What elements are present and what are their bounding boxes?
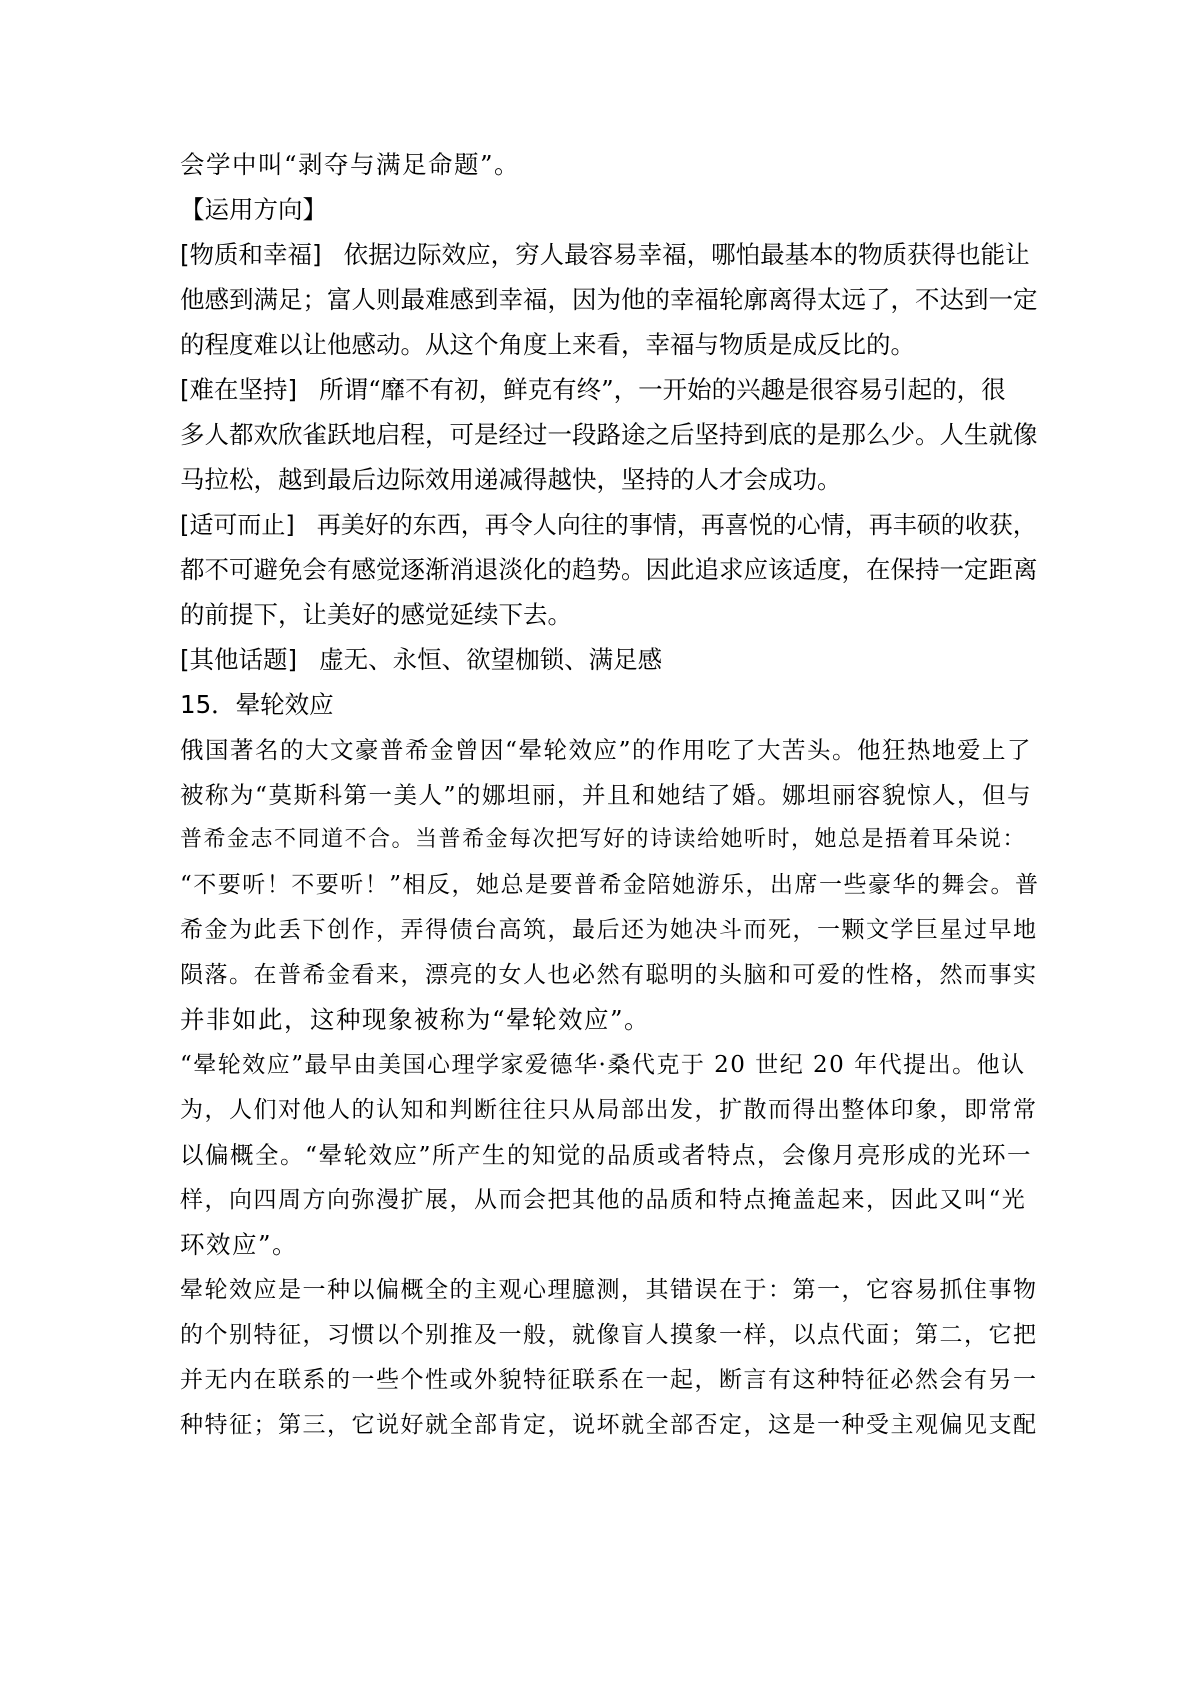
para-3-text-4: 种特征；第三，它说好就全部肯定，说坏就全部否定，这是一种受主观偏见支配 bbox=[180, 1412, 1038, 1438]
intro-tail-text: 会学中叫“剥夺与满足命题”。 bbox=[180, 150, 521, 179]
topic-3-text-1: 再美好的东西，再令人向往的事情，再喜悦的心情，再丰硕的收获， bbox=[316, 511, 1037, 539]
topic-4-label: [其他话题] bbox=[180, 645, 298, 674]
para-2-text-1: “晕轮效应”最早由美国心理学家爱德华·桑代克于 20 世纪 20 年代提出。他认 bbox=[180, 1052, 1026, 1078]
topic-1-text-3: 的程度难以让他感动。从这个角度上来看，幸福与物质是成反比的。 bbox=[180, 330, 915, 359]
para-1-text-6: 陨落。在普希金看来，漂亮的女人也必然有聪明的头脑和可爱的性格，然而事实 bbox=[180, 962, 1038, 988]
topic-1-label: [物质和幸福] bbox=[180, 240, 322, 269]
para-3-text-1: 晕轮效应是一种以偏概全的主观心理臆测，其错误在于：第一，它容易抓住事物 bbox=[180, 1277, 1038, 1303]
topic-3-line-2 bbox=[180, 547, 1040, 593]
para-1-text-2: 被称为“莫斯科第一美人”的娜坦丽，并且和她结了婚。娜坦丽容貌惊人，但与 bbox=[180, 781, 1033, 809]
para-3-text-2: 的个别特征，习惯以个别推及一般，就像盲人摸象一样，以点代面；第二，它把 bbox=[180, 1322, 1038, 1348]
section-heading-text: 【运用方向】 bbox=[180, 195, 327, 224]
para-2-line-3 bbox=[180, 1132, 1040, 1178]
para-1-line-3 bbox=[180, 817, 1040, 863]
para-1-line-5 bbox=[180, 907, 1040, 953]
topic-4-line-1 bbox=[180, 637, 1040, 683]
topic-1-line-3 bbox=[180, 322, 1040, 368]
para-2-text-3: 以偏概全。“晕轮效应”所产生的知觉的品质或者特点，会像月亮形成的光环一 bbox=[180, 1141, 1033, 1169]
topic-2-line-3 bbox=[180, 457, 1040, 503]
topic-4-text-1: 虚无、永恒、欲望枷锁、满足感 bbox=[319, 645, 663, 674]
para-1-text-1: 俄国著名的大文豪普希金曾因“晕轮效应”的作用吃了大苦头。他狂热地爱上了 bbox=[180, 736, 1033, 764]
para-1-text-5: 希金为此丢下创作，弄得债台高筑，最后还为她决斗而死，一颗文学巨星过早地 bbox=[180, 917, 1038, 943]
topic-1-text-2: 他感到满足；富人则最难感到幸福，因为他的幸福轮廓离得太远了，不达到一定 bbox=[180, 285, 1038, 314]
para-2-line-1 bbox=[180, 1042, 1040, 1088]
para-1-text-7: 并非如此，这种现象被称为“晕轮效应”。 bbox=[180, 1005, 651, 1034]
topic-1-line-1 bbox=[180, 232, 1040, 278]
topic-3-line-3 bbox=[180, 592, 1040, 638]
topic-2-text-3: 马拉松，越到最后边际效用递减得越快，坚持的人才会成功。 bbox=[180, 465, 842, 494]
para-2-line-4 bbox=[180, 1177, 1040, 1223]
para-3-line-2 bbox=[180, 1312, 1040, 1358]
para-3-line-4 bbox=[180, 1402, 1040, 1448]
intro-tail-line bbox=[180, 142, 1040, 188]
para-2-line-2 bbox=[180, 1087, 1040, 1133]
para-1-text-4: “不要听！不要听！”相反，她总是要普希金陪她游乐，出席一些豪华的舞会。普 bbox=[180, 872, 1040, 898]
para-2-text-4: 样，向四周方向弥漫扩展，从而会把其他的品质和特点掩盖起来，因此又叫“光 bbox=[180, 1187, 1027, 1213]
topic-2-line-2 bbox=[180, 412, 1040, 458]
para-2-line-5 bbox=[180, 1222, 1040, 1268]
topic-2-text-1: 所谓“靡不有初，鲜克有终”，一开始的兴趣是很容易引起的，很 bbox=[319, 375, 1006, 404]
para-1-line-1 bbox=[180, 727, 1040, 773]
topic-3-line-1 bbox=[180, 502, 1040, 548]
item-heading bbox=[180, 682, 1040, 728]
para-3-line-3 bbox=[180, 1357, 1040, 1403]
para-3-text-3: 并无内在联系的一些个性或外貌特征联系在一起，断言有这种特征必然会有另一 bbox=[180, 1367, 1038, 1393]
section-heading bbox=[180, 187, 1040, 233]
item-heading-text: 15．晕轮效应 bbox=[180, 690, 334, 719]
topic-2-label: [难在坚持] bbox=[180, 375, 298, 404]
para-1-line-4 bbox=[180, 862, 1040, 908]
topic-3-text-2: 都不可避免会有感觉逐渐消退淡化的趋势。因此追求应该适度，在保持一定距离 bbox=[180, 555, 1038, 584]
para-2-text-2: 为，人们对他人的认知和判断往往只从局部出发，扩散而得出整体印象，即常常 bbox=[180, 1097, 1038, 1123]
topic-3-text-3: 的前提下，让美好的感觉延续下去。 bbox=[180, 600, 572, 629]
para-1-line-7 bbox=[180, 997, 1040, 1043]
para-3-line-1 bbox=[180, 1267, 1040, 1313]
para-1-text-3: 普希金志不同道不合。当普希金每次把写好的诗读给她听时，她总是捂着耳朵说： bbox=[180, 827, 1027, 852]
para-2-text-5: 环效应”。 bbox=[180, 1230, 299, 1259]
para-1-line-2 bbox=[180, 772, 1040, 818]
topic-1-text-1: 依据边际效应，穷人最容易幸福，哪怕最基本的物质获得也能让 bbox=[343, 240, 1030, 269]
para-1-line-6 bbox=[180, 952, 1040, 998]
topic-3-label: [适可而止] bbox=[180, 511, 295, 539]
topic-2-line-1 bbox=[180, 367, 1040, 413]
topic-2-text-2: 多人都欢欣雀跃地启程，可是经过一段路途之后坚持到底的是那么少。人生就像 bbox=[180, 420, 1038, 449]
topic-1-line-2 bbox=[180, 277, 1040, 323]
